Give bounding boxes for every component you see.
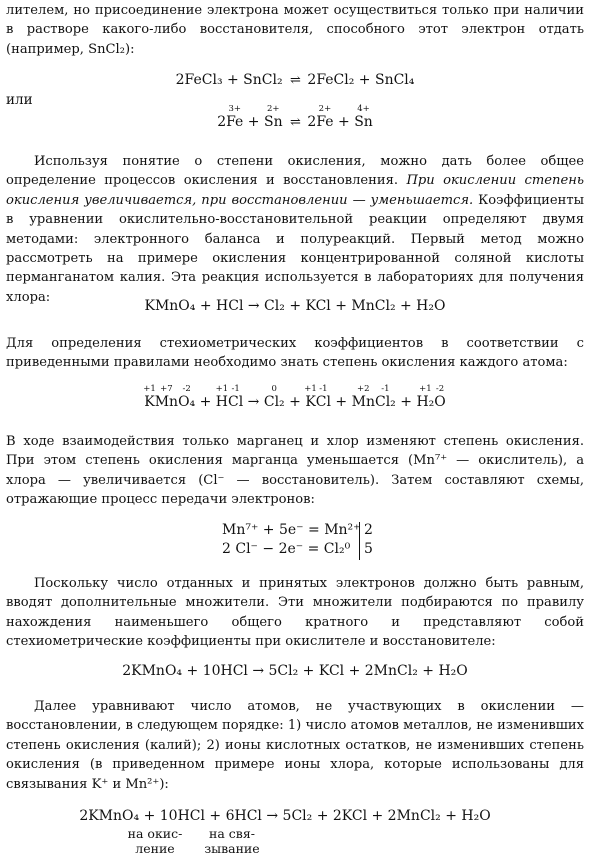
equilibrium-arrow-icon: ⇌ xyxy=(290,73,300,88)
eq2-sn4 xyxy=(354,104,373,130)
ox-state-label: -2 xyxy=(182,384,191,394)
paragraph-coefficients: Для определения стехиометрических коэффициентов в соответствии с приведенными правилами необходимо знать степень окисления каждого атома: xyxy=(6,336,584,371)
eq4-atom xyxy=(304,384,317,410)
ox-state-label: 3+ xyxy=(228,104,241,114)
ox-state-label: +1 xyxy=(215,384,229,394)
ox-state-label: 4+ xyxy=(357,104,370,114)
eq4-term-text: K xyxy=(144,394,155,410)
ox-state-label: -2 xyxy=(435,384,445,394)
eq2-plus-1: + xyxy=(247,114,260,130)
ox-state-label: +2 xyxy=(357,384,370,394)
eq2-fe3 xyxy=(226,104,244,130)
eq2-fe3-symbol: Fe xyxy=(226,114,244,130)
eq4-term-text: Mn xyxy=(351,394,375,410)
ox-state-label: +1 xyxy=(143,384,156,394)
note-for-oxidation: на окис- ление xyxy=(127,826,183,856)
paragraph-multipliers: Поскольку число отданных и принятых электронов должно быть равным, вводят дополнительные множители. Эти множители подбираются по правилу нахождения наименьшего общего кратного и представляют собой стехиометрические коэффициенты при окислителе и восстановителе: xyxy=(6,576,584,650)
eq4-term-text: H₂ xyxy=(416,394,435,410)
ox-state-label: +1 xyxy=(304,384,317,394)
eq4-atom xyxy=(178,384,196,410)
eq4-atom xyxy=(416,384,435,410)
equation-kmno4-hcl: KMnO₄ + HCl → Cl₂ + KCl + MnCl₂ + H₂O xyxy=(144,298,446,314)
electron-balance-line-2: 2 Cl⁻ − 2e⁻ = Cl₂⁰ xyxy=(222,541,351,557)
eq4-atom xyxy=(154,384,179,410)
equation-ionic-fe-sn xyxy=(0,104,590,130)
paragraph-definition xyxy=(6,152,584,307)
balance-multiplier-2: 5 xyxy=(364,541,373,557)
equation-oxidation-states xyxy=(0,384,590,410)
para2-part-c: Коэффициенты в уравнении окислительно-восстановительной реакции определяют двумя методами: электронного баланса и полуреакций. Первый метод можно рассмотреть на примере окисления концентрированной соляной кислоты перманганатом калия. Эта реакция используется в лабораториях для получения хлора: xyxy=(6,192,584,305)
para2-part-a: Используя понятие о степени окисления, можно дать более общее определение процессов окисления и восстановления. xyxy=(6,154,584,189)
eq4-term-text: Cl₂ xyxy=(374,394,396,410)
eq4-operator xyxy=(331,394,352,410)
word-or: или xyxy=(6,92,33,108)
eq4-term-text: K xyxy=(305,394,316,410)
electron-balance-line-1: Mn⁷⁺ + 5e⁻ = Mn²⁺ xyxy=(222,522,361,538)
eq4-term-text: Cl xyxy=(315,394,331,410)
eq4-atom xyxy=(374,384,396,410)
eq2-fe2-symbol: Fe xyxy=(316,114,334,130)
eq2-coef-3: 2 xyxy=(307,114,317,130)
ox-state-label: 2+ xyxy=(318,104,332,114)
paragraph-intro: лителем, но присоединение электрона может осуществиться только при наличии в растворе какого-либо восстановителя, способного этот электрон отдать (например, SnCl₂): xyxy=(6,3,584,57)
eq4-atom xyxy=(263,384,285,410)
note-for-binding: на свя- зывание xyxy=(204,826,260,856)
ox-state-label: 0 xyxy=(271,384,277,394)
paragraph-electron-transfer: В ходе взаимодействия только марганец и хлор изменяют степень окисления. При этом степень окисления марганца уменьшается (Mn⁷⁺ — окислитель), а хлора — увеличивается (Cl⁻ — восстановитель). Затем составляют схемы, отражающие процесс передачи электронов: xyxy=(6,434,584,508)
ox-state-label: -1 xyxy=(381,384,390,394)
eq4-atom xyxy=(351,384,375,410)
balance-multiplier-1: 2 xyxy=(364,522,373,538)
eq1-left: 2FeCl₃ + SnCl₂ xyxy=(175,72,283,88)
equation-balanced-final: 2KMnO₄ + 10HCl + 6HCl → 5Cl₂ + 2KCl + 2MnCl₂ + H₂O xyxy=(79,808,491,824)
eq2-sn4-symbol: Sn xyxy=(354,114,373,130)
eq2-sn2-symbol: Sn xyxy=(263,114,283,130)
eq4-term-text: Mn xyxy=(154,394,179,410)
ox-state-label: -1 xyxy=(231,384,240,394)
eq4-operator xyxy=(285,394,306,410)
eq2-coef-1: 2 xyxy=(217,114,227,130)
eq4-atom xyxy=(434,384,446,410)
eq2-plus-2: + xyxy=(338,114,350,130)
para2-italic-definition: При окислении степень окисления увеличивается, при восстановлении — уменьшается. xyxy=(6,173,584,208)
eq2-fe2 xyxy=(316,104,334,130)
eq4-term-text: H xyxy=(215,394,229,410)
eq4-atom xyxy=(228,384,244,410)
eq4-term-text: → xyxy=(243,394,264,410)
eq4-term-text: + xyxy=(330,394,352,410)
ox-state-label: +7 xyxy=(160,384,173,394)
eq4-term-text: O₄ xyxy=(178,394,196,410)
eq4-term-text: Cl₂ xyxy=(263,394,285,410)
eq4-term-text: Cl xyxy=(228,394,244,410)
eq1-right: 2FeCl₂ + SnCl₄ xyxy=(307,72,415,88)
equation-balanced-partial: 2KMnO₄ + 10HCl → 5Cl₂ + KCl + 2MnCl₂ + H₂O xyxy=(122,663,468,679)
eq4-operator xyxy=(243,394,264,410)
eq4-operator xyxy=(195,394,216,410)
eq4-atom xyxy=(215,384,229,410)
equation-fecl3-sncl2 xyxy=(0,72,590,88)
eq4-atom xyxy=(143,384,156,410)
eq4-term-text: + xyxy=(195,394,216,410)
ox-state-label: 2+ xyxy=(267,104,280,114)
eq4-term-text: + xyxy=(284,394,306,410)
equilibrium-arrow-icon: ⇌ xyxy=(290,115,300,130)
eq4-atom xyxy=(315,384,331,410)
paragraph-atom-balance: Далее уравнивают число атомов, не участвующих в окислении — восстановлении, в следующем порядке: 1) число атомов металлов, не изменивших степень окисления (калий); 2) ионы кислотных остатков, не изменивших степень окисления (в приведенном примере ионы хлора, которые использованы для связывания K⁺ и Mn²⁺): xyxy=(6,699,584,792)
eq4-term-text: O xyxy=(434,394,446,410)
eq2-sn2 xyxy=(263,104,283,130)
eq4-operator xyxy=(396,394,417,410)
ox-state-label: +1 xyxy=(419,384,432,394)
balance-divider xyxy=(359,522,360,560)
ox-state-label: -1 xyxy=(319,384,328,394)
eq4-term-text: + xyxy=(395,394,417,410)
